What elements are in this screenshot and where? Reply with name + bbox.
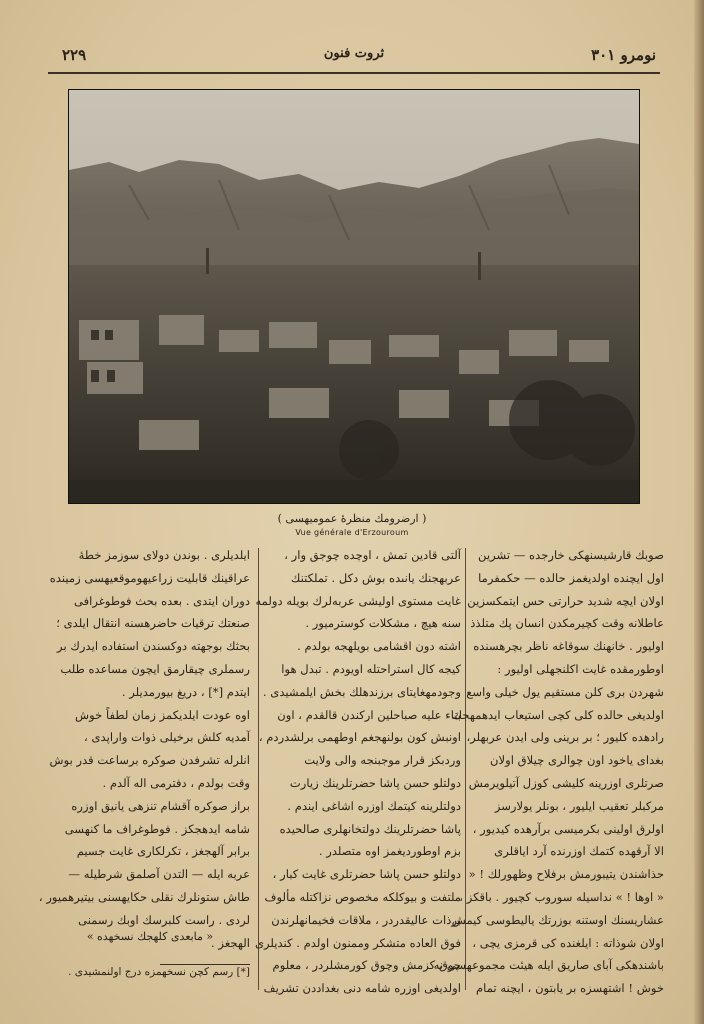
text-line: اونبش كون بولنهجغم اوطهمى برلشدردم ،	[258, 730, 461, 745]
text-line: لردى . راست كلبرسك اوبك رسمنى	[78, 912, 250, 927]
text-line: ايتدم [*] ، دريغ بيورمديلر .	[121, 684, 250, 699]
text-line: الا آرقهده كتمك اوزرنده آرد اياقلرى	[494, 844, 664, 859]
text-column-middle	[254, 544, 461, 1000]
text-line: صرتلرى اوزرينه كليشى كوزل آتيلويرمش	[468, 775, 664, 790]
text-line: بحثك بوجهته دوكسندن استفاده ايدرك بر	[57, 639, 250, 654]
text-line: شامه ايدهجكز . فوطوغراف ما كنهسى	[64, 821, 250, 836]
text-line: صنعتك ترقيات حاضرهسنه انتقال ايلدى ؛	[56, 616, 250, 631]
text-line: اوه عودت ايلديكمز زمان لطفاً خوش	[74, 707, 250, 722]
text-line: عربهجنك يانىده بوش دكل . تملكتنك	[290, 570, 461, 585]
text-line: وقت بولدم ، دفترمى اله آلدم .	[102, 775, 250, 790]
text-line: اولرق اولينى بكرميسى برآرهده كيديور ،	[472, 821, 664, 836]
text-line: دولتلو حسن پاشا حضرتلرينك زيارت	[289, 775, 461, 790]
text-line: حذاشندن يتيبورمش برفلاح وظهورلك ! «	[468, 867, 664, 882]
text-line: رسملرى چيقارمق ايچون مساعده طلب	[60, 661, 250, 676]
text-line: اولديغى حالده كلى كچى استيعاب ايدهمهجك	[452, 707, 664, 722]
text-line: اولديغى اوزره شامه دنى بغداددن تشريف	[263, 981, 461, 996]
page-number: ٢٢٩	[62, 46, 87, 64]
page-header	[48, 44, 660, 72]
text-line: سنه هيچ ، مشكلات كوسترميور .	[305, 616, 461, 631]
continued-note: « مابعدى كلهجك نسخهده »	[86, 930, 214, 943]
text-line: ملتفت و بيوكلكه مخصوص نزاكتله مألوف	[264, 889, 461, 904]
text-line: اولان ايچه شديد حرارتى حس ايتمكسزين	[467, 593, 664, 608]
text-line: مركبلر تعقيب ايليور ، بونلر يولارسز	[494, 798, 664, 813]
text-column-right	[433, 544, 664, 1000]
header-rule	[48, 72, 660, 74]
text-line: غايت مستوى اوليشى عربه‌لرك بويله دولمه	[255, 593, 461, 608]
text-line: دوران ايتدى . بعده بحث فوطوغرافى	[73, 593, 250, 608]
text-line: چوق كزمش وچوق كورمشلردر ، معلوم	[272, 958, 461, 973]
footnote-rule	[160, 964, 250, 965]
photo-caption-french: Vue générale d'Erzouroum	[295, 528, 409, 537]
text-line: اول ايچنده اولديغمز حالده — حكمفرما	[478, 570, 664, 585]
footnote: [*] رسم كچن نسخهمزه درج اولنمشيدى .	[68, 966, 250, 978]
text-line: وجودمهغايتاى برزندهلك بخش ايلمشيدى .	[262, 684, 461, 699]
column-divider	[258, 548, 259, 990]
text-line: باشندهكى آباى صاريق ايله هيئت مجموعهسى نه	[433, 958, 664, 973]
text-line: بزم اوطورديغمز اوه متصلدر .	[318, 844, 461, 859]
erzurum-photo-illustration	[69, 90, 639, 503]
text-line: اوليور . خانهنك سوقاغه ناظر بچرهسنده	[473, 639, 664, 654]
text-line: بغداى ياخود اون چوالرى چيلاق اولان	[490, 753, 664, 768]
text-line: عاطلانه وقت كچيرمكدن انسان پك متلذذ	[470, 616, 664, 631]
text-line: آمديه كلش برخيلى ذوات واراپدى ،	[84, 730, 250, 745]
text-line: پاشا حضرتلرينك دولتخانهلرى صالحيده	[279, 821, 461, 836]
text-line: خوش ! اشتهسزه بر يابتون ، ايچنه تمام	[476, 981, 664, 996]
text-column-left	[38, 544, 250, 954]
issue-number: نومرو ٣٠١	[591, 46, 656, 64]
text-line: كيجه كال استراحتله اويودم . تبدل هوا	[281, 661, 461, 676]
text-line: انلرله تشرفدن صوكره برساعت قدر بوش	[49, 753, 250, 768]
text-line: اوطورمقده غايت اكلنجهلى اوليور :	[497, 661, 664, 676]
erzurum-photograph	[68, 89, 640, 504]
photo-caption-ottoman: ( ارضرومك منظرۀ عموميهسى )	[277, 512, 427, 525]
text-line: دولتلرينه كيتمك اوزره اشاغى ايندم .	[287, 798, 461, 813]
text-line: « اوها ! » نداسيله سوروب كچيور . باقكز ،	[459, 889, 664, 904]
text-line: برابر آلهجغز ، تكرلكارى غايت جسيم	[76, 844, 250, 859]
text-line: عربه ايله — التدن آصلمق شرطيله —	[68, 867, 250, 882]
text-line: وردبكز قرار موجبنجه والى ولايت	[304, 753, 461, 768]
text-line: عشاريسنك اوستنه بوزرتك ياليطوسى كيمش	[451, 912, 664, 927]
text-line: اولان شوذاته : ايلغنده كى قرمزى يچى ،	[472, 935, 664, 950]
text-line: طاش ستونلرك نقلى حكايهسنى بيتيرهميور ،	[38, 889, 250, 904]
text-line: بناء عليه صباحلين اركندن قالقدم ، اون	[277, 707, 461, 722]
text-line: رادهده كليور ؛ بر برينى ولى ايدن عربهلر،	[466, 730, 664, 745]
text-line: دولتلو حسن پاشا حضرتلرى غايت كبار ،	[272, 867, 461, 882]
journal-title: ثروت فنون	[323, 46, 385, 61]
text-line: اشته دون اقشامى بويلهجه بولدم .	[297, 639, 461, 654]
text-line: براز صوكره آقشام تنزهى يانيق اوزره	[71, 798, 250, 813]
text-line: برذات عاليقدردر ، ملاقات فخيمانهلرندن	[271, 912, 461, 927]
text-line: ايلديلرى . بوندن دولاى سوزمز خطهٔ	[78, 548, 250, 562]
text-line: الهجغز .	[211, 935, 250, 950]
text-line: شهردن برى كلن مستقيم يول خيلى واسع	[466, 684, 664, 699]
text-line: آلتى قادين تمش ، اوچده چوجق وار ،	[284, 548, 461, 562]
text-line: فوق العاده متشكر وممنون اولدم . كنديلرى	[254, 935, 461, 950]
text-line: صوبك قارشيسنهكى خارجده — تشرين	[478, 548, 664, 562]
text-line: عراقينك قابليت زراعيهوموقعيهسى زمينده	[49, 570, 250, 585]
